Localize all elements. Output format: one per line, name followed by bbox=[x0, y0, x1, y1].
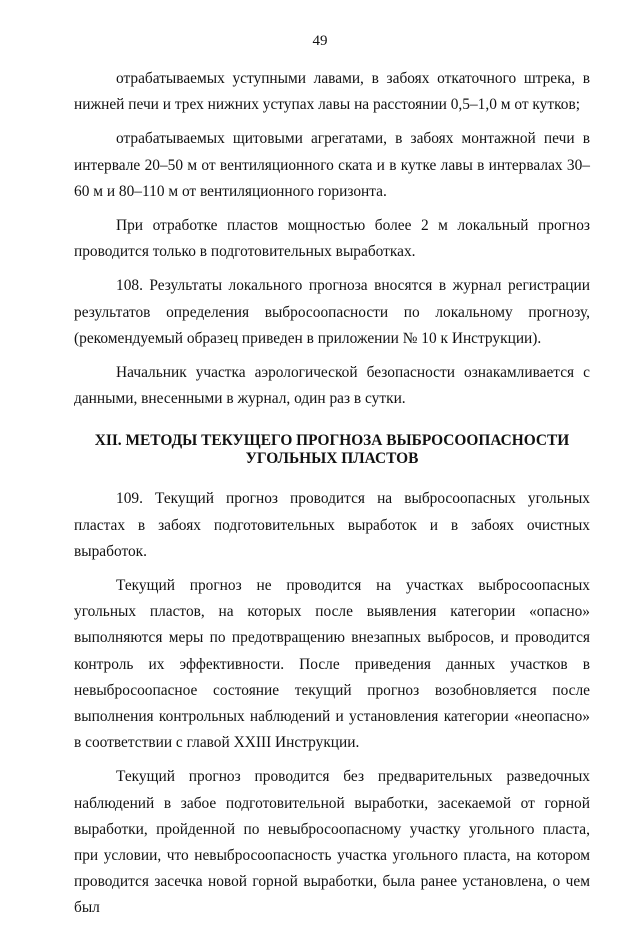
document-body bbox=[74, 66, 590, 930]
paragraph-thick-seams: При отработке пластов мощностью более 2 м локальный прогноз проводится только в подготовительных выработках. bbox=[74, 217, 590, 261]
section-heading-xii bbox=[74, 432, 590, 468]
paragraph-section-chief: Начальник участка аэрологической безопасности ознакамливается с данными, внесенными в журнал, один раз в сутки. bbox=[74, 364, 590, 408]
paragraph-current-forecast-without-exploration: Текущий прогноз проводится без предварительных разведочных наблюдений в забое подготовительной выработки, засекаемой от горной выработки, пройденной по невыбросоопасному участку угольного пласта, при условии, что невыбросоопасность участка угольного пласта, на котором проводится засечка новой горной выработки, была ранее установлена, о чем был bbox=[74, 768, 590, 917]
section-heading-line-1: XII. МЕТОДЫ ТЕКУЩЕГО ПРОГНОЗА ВЫБРОСООПАСНОСТИ bbox=[94, 432, 570, 450]
section-heading-line-2: УГОЛЬНЫХ ПЛАСТОВ bbox=[245, 450, 419, 468]
page-number: 49 bbox=[312, 33, 328, 49]
paragraph-shield-units: отрабатываемых щитовыми агрегатами, в забоях монтажной печи в интервале 20–50 м от вентиляционного ската и в кутке лавы в интервалах 30–60 м и 80–110 м от вентиляционного горизонта. bbox=[74, 130, 590, 200]
paragraph-109: 109. Текущий прогноз проводится на выбросоопасных угольных пластах в забоях подготовительных выработок и в забоях очистных выработок. bbox=[74, 490, 590, 560]
paragraph-current-forecast-exceptions: Текущий прогноз не проводится на участках выбросоопасных угольных пластов, на которых после выявления категории «опасно» выполняются меры по предотвращению внезапных выбросов, и проводится контроль их эффективности. После приведения данных участков в невыбросоопасное состояние текущий прогноз возобновляется после выполнения контрольных наблюдений и установления категории «неопасно» в соответствии с главой XXIII Инструкции. bbox=[74, 577, 590, 752]
paragraph-108: 108. Результаты локального прогноза вносятся в журнал регистрации результатов определения выбросоопасности по локальному прогнозу, (рекомендуемый образец приведен в приложении № 10 к Инструкции). bbox=[74, 277, 590, 347]
paragraph-stepped-faces: отрабатываемых уступными лавами, в забоях откаточного штрека, в нижней печи и трех нижних уступах лавы на расстоянии 0,5–1,0 м от кутков; bbox=[74, 70, 590, 114]
